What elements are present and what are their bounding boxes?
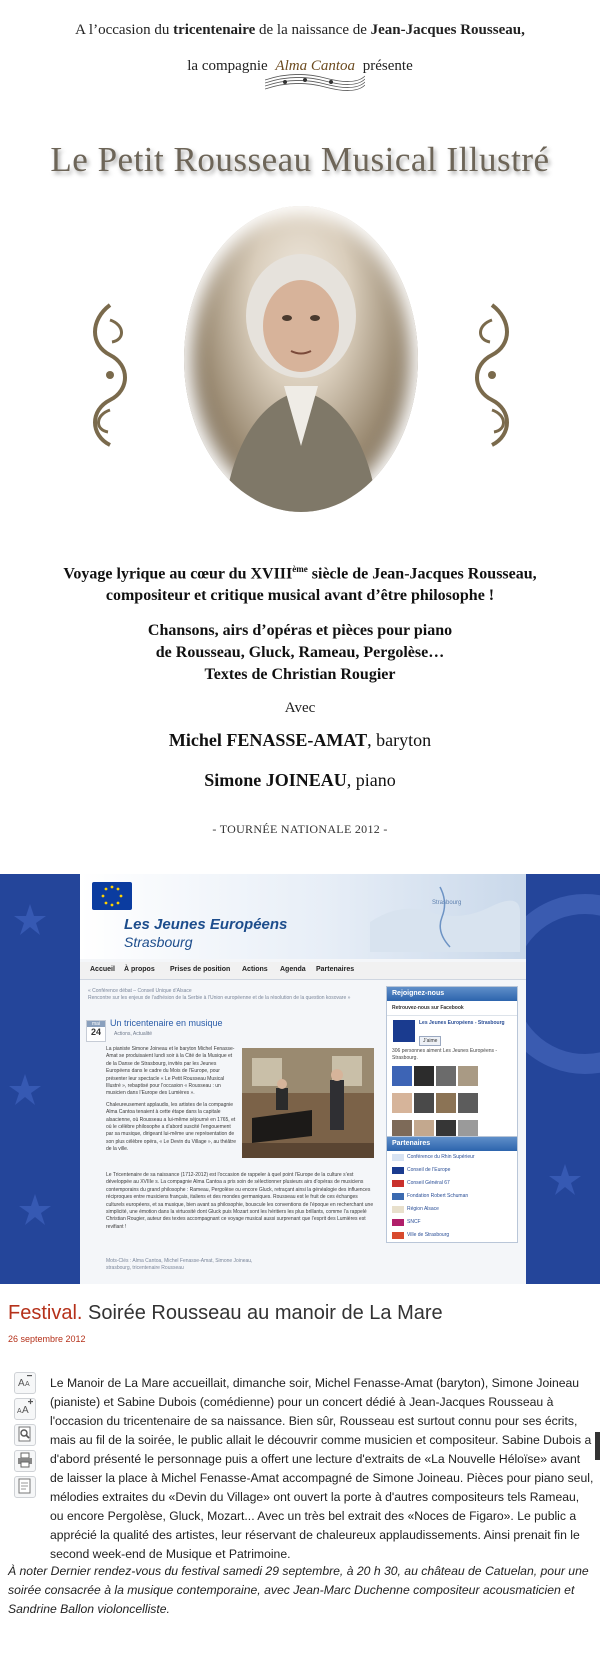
partner-link[interactable]: [387, 1177, 517, 1190]
post-day: 24: [90, 1027, 101, 1037]
poster-company-line: [0, 58, 600, 75]
fan-avatar[interactable]: [392, 1093, 412, 1113]
partner-name[interactable]: SNCF: [407, 1219, 421, 1225]
sidebar-join-title: Rejoignez-nous: [387, 987, 517, 1001]
search-button[interactable]: [14, 1424, 36, 1446]
nav-partners[interactable]: Partenaires: [316, 966, 355, 973]
poster-intro-line: [0, 22, 600, 39]
poster-title: Le Petit Rousseau Musical Illustré: [50, 140, 550, 179]
poster-avec: Avec: [284, 700, 316, 716]
program-line: de Rousseau, Gluck, Rameau, Pergolèse…: [155, 644, 445, 661]
article: [0, 1284, 600, 1659]
article-body: Le Manoir de La Mare accueillait, dimanche soir, Michel Fenasse-Amat (baryton), Simone Joineau (pianiste) et Sabine Dubois (comédienne) pour un concert dédié à Jean-Jacques Rousseau à l'occasion du tricentenaire de sa naissance. Bien sûr, Rousseau est surtout connu pour ses écrits, mais au fil de la soirée, le public allait le découvrir comme musicien et compositeur. Sabine Dubois a d'abord présenté le personnage puis a offert une lecture d'extraits de «La Nouvelle Héloïse» avant de laisser la place à Michel Fenasse-Amat accompagné de Simone Joineau. Pièces pour piano seul, mélodies extraites du «Devin du Village» ont ouvert la porte à d'autres compositeurs tels Rameau, ou encore Pergolèse, Gluck, Mozart... Avec un très bel extrait des «Noces de Figaro». Le public a apprécié la qualité des artistes, leur réservant de chaleureux applaudissements. Ainsi prenait fin le second week-end de Musique et Patrimoine.: [50, 1376, 594, 1561]
partner-logo-icon: [392, 1167, 404, 1174]
post-month: mai: [87, 1021, 105, 1027]
svg-text:A: A: [22, 1405, 29, 1416]
scrollbar-handle[interactable]: [595, 1432, 600, 1460]
concert-photo: [242, 1048, 374, 1158]
partner-logo-icon: [392, 1219, 404, 1226]
fan-avatar[interactable]: [414, 1093, 434, 1113]
poster-intro-text: de la naissance de: [255, 22, 371, 38]
partner-link[interactable]: [387, 1216, 517, 1229]
tagline-text: compositeur et critique musical avant d’être philosophe !: [105, 587, 495, 605]
fan-avatar[interactable]: [392, 1066, 412, 1086]
sidebar-partners-title: Partenaires: [387, 1137, 517, 1151]
partner-link[interactable]: [387, 1164, 517, 1177]
print-icon: [16, 1451, 34, 1469]
poster-artist-baritone: [0, 730, 600, 751]
article-headline: Soirée Rousseau au manoir de La Mare: [82, 1302, 443, 1324]
share-button[interactable]: [14, 1476, 36, 1498]
print-button[interactable]: [14, 1450, 36, 1472]
text-smaller-icon: [16, 1373, 34, 1391]
blog-page: [80, 874, 526, 1284]
poster-intro-bold: tricentenaire: [173, 22, 256, 38]
partner-logo-icon: [392, 1232, 404, 1239]
partner-name[interactable]: Région Alsace: [407, 1206, 439, 1212]
post-categories[interactable]: Actions, Actualité: [114, 1031, 153, 1037]
map-label: Strasbourg: [432, 900, 462, 906]
tagline-text: siècle de Jean-Jacques Rousseau,: [307, 565, 537, 583]
artist-name: Simone JOINEAU: [204, 770, 347, 790]
nav-home[interactable]: Accueil: [90, 966, 115, 973]
next-post-link[interactable]: Rencontre sur les enjeux de l’adhésion de la Serbie à l’Union européenne et de la résolution de la question kosovare »: [88, 995, 351, 1001]
svg-text:A: A: [17, 1408, 22, 1415]
partner-link[interactable]: [387, 1190, 517, 1203]
article-title: [8, 1302, 443, 1325]
poster-tagline: [0, 558, 600, 607]
partner-link[interactable]: [387, 1203, 517, 1216]
post-title[interactable]: Un tricentenaire en musique: [110, 1018, 223, 1028]
poster-artist-pianist: [0, 770, 600, 791]
nav-agenda[interactable]: Agenda: [280, 966, 306, 973]
facebook-page-name[interactable]: Les Jeunes Européens - Strasbourg: [419, 1020, 505, 1026]
blog-site-name[interactable]: Les Jeunes Européens: [124, 916, 288, 933]
fan-avatar[interactable]: [414, 1066, 434, 1086]
partner-name[interactable]: Conseil Général 67: [407, 1180, 450, 1186]
blog-header: [80, 874, 526, 959]
partner-link[interactable]: [387, 1151, 517, 1164]
sidebar-partners-box: [386, 1136, 518, 1243]
tagline-sup: ème: [292, 564, 308, 574]
partner-name[interactable]: Conférence du Rhin Supérieur: [407, 1154, 475, 1160]
article-note: À noter Dernier rendez-vous du festival samedi 29 septembre, à 20 h 30, au château de Catuelan, pour une soirée consacrée à la musique contemporaine, avec Jean-Marc Duchenne compositeur acousmaticien et Sandrine Ballon violoncelliste.: [8, 1564, 589, 1616]
ornament-left-icon: [80, 300, 140, 450]
artist-name: Michel FENASSE-AMAT: [168, 730, 368, 750]
poster-intro-bold: Jean-Jacques Rousseau,: [370, 22, 525, 38]
partner-name[interactable]: Fondation Robert Schuman: [407, 1193, 469, 1199]
increase-font-button[interactable]: [14, 1398, 36, 1420]
fan-avatar[interactable]: [458, 1093, 478, 1113]
post-paragraph-wide: Le Tricentenaire de sa naissance (1712-2012) est l’occasion de rappeler à quel point l’Europe de la culture s’est développée au XVIIIe s. La compagnie Alma Cantoa a pris soin de sélectionner plusieurs airs d’opéras de musiciens contemporains du grand philosophe : Rameau, Pergolèse ou encore Gluck, retraçant ainsi la généalogie des influences réciproques entre musiciens français, italiens et des mondes germaniques. Rousseau est le fruit de ces échanges culturels européens, et sa musique, bien avant sa philosophie, bouscule les conventions de l’époque en recherchant une simplicité, une émotion dans la virtuosité dont Gluck puis Mozart sont les héritiers les plus brillants, comme l’a rappelé Christian Rougier, auteur des textes accompagnant ce voyage musical aussi surprenant que l’esprit des Lumières est revifiant !: [106, 1172, 374, 1230]
partner-logo-icon: [392, 1193, 404, 1200]
fan-avatar[interactable]: [436, 1093, 456, 1113]
partner-logo-icon: [392, 1154, 404, 1161]
share-icon: [16, 1477, 34, 1495]
artist-role: , piano: [346, 770, 396, 790]
fan-avatar[interactable]: [458, 1066, 478, 1086]
partner-logo-icon: [392, 1206, 404, 1213]
map-icon: [370, 882, 520, 952]
partner-logo-icon: [392, 1180, 404, 1187]
poster-intro-text: A l’occasion du: [75, 22, 174, 38]
article-date: 26 septembre 2012: [8, 1334, 86, 1344]
post-paragraph: Chaleureusement applaudis, les artistes de la compagnie Alma Cantoa tenaient à cette étape dans la capitale alsacienne, où Rousseau a lui-même séjourné en 1765, et où le célèbre philosophe a d’abord suscité l’engouement par sa musique, dirigeant lui-même une représentation de son plus célèbre opéra, « Le Devin du Village », au théâtre de la ville.: [106, 1101, 236, 1153]
text-larger-icon: [16, 1399, 34, 1417]
sidebar-join-box: [386, 986, 518, 1154]
nav-actions[interactable]: Actions: [242, 966, 268, 973]
decrease-font-button[interactable]: [14, 1372, 36, 1394]
blog-site-city: Strasbourg: [124, 934, 193, 950]
poster-tour: - TOURNÉE NATIONALE 2012 -: [212, 822, 388, 836]
facebook-fan-count: 306 personnes aiment Les Jeunes Européens - Strasbourg.: [392, 1048, 498, 1061]
eu-flag-icon: [92, 882, 132, 910]
poster-company-text: présente: [362, 58, 413, 74]
post-paragraph: La pianiste Simone Joineau et le baryton Michel Fenasse-Amat se produisaient lundi soir à la Cité de la Musique et de la Danse de Strasbourg, invités par les Jeunes Européens dans le cadre du Mois de l’Europe, pour présenter leur spectacle « Le Petit Rousseau Musical Illustré », rebaptisé pour l’occasion « Rousseau : un musicien dans l’Europe des Lumières ».: [106, 1046, 235, 1097]
post-tags[interactable]: Mots-Clés : Alma Cantoa, Michel Fenasse-Amat, Simone Joineau, strasbourg, tricentenaire Rousseau: [106, 1258, 253, 1271]
music-staff-icon: [265, 68, 365, 98]
program-line: Textes de Christian Rougier: [204, 666, 396, 683]
company-name: Alma Cantoa: [275, 58, 355, 74]
prev-post-link[interactable]: « Conférence débat – Conseil Unique d’Alsace: [88, 988, 192, 994]
partner-name[interactable]: Conseil de l’Europe: [407, 1167, 451, 1173]
tagline-text: Voyage lyrique au cœur du XVIII: [63, 565, 293, 583]
search-icon: [16, 1425, 34, 1443]
facebook-like-button[interactable]: J’aime: [419, 1036, 441, 1046]
facebook-title: Retrouvez-nous sur Facebook: [387, 1001, 517, 1016]
svg-text:A: A: [18, 1378, 25, 1389]
poster-company-text: la compagnie: [187, 58, 272, 74]
post-body: [106, 1046, 238, 1158]
article-kicker: Festival.: [8, 1302, 83, 1324]
artist-role: , baryton: [367, 730, 432, 750]
partner-name[interactable]: Ville de Strasbourg: [407, 1232, 450, 1238]
facebook-page-logo: [393, 1020, 415, 1042]
nav-positions[interactable]: Prises de position: [170, 966, 231, 973]
rousseau-portrait: [184, 206, 418, 512]
facebook-page: [387, 1016, 517, 1048]
company-logo: [271, 58, 359, 75]
blog-screenshot: [0, 874, 600, 1284]
program-line: Chansons, airs d’opéras et pièces pour piano: [147, 622, 453, 639]
svg-text:A: A: [25, 1381, 30, 1388]
post-date-badge: [86, 1020, 106, 1042]
poster-program: [0, 620, 600, 686]
fan-avatar[interactable]: [436, 1066, 456, 1086]
blog-nav: [80, 962, 526, 980]
ornament-right-icon: [462, 300, 522, 450]
partner-link[interactable]: [387, 1229, 517, 1242]
nav-about[interactable]: À propos: [124, 966, 155, 973]
